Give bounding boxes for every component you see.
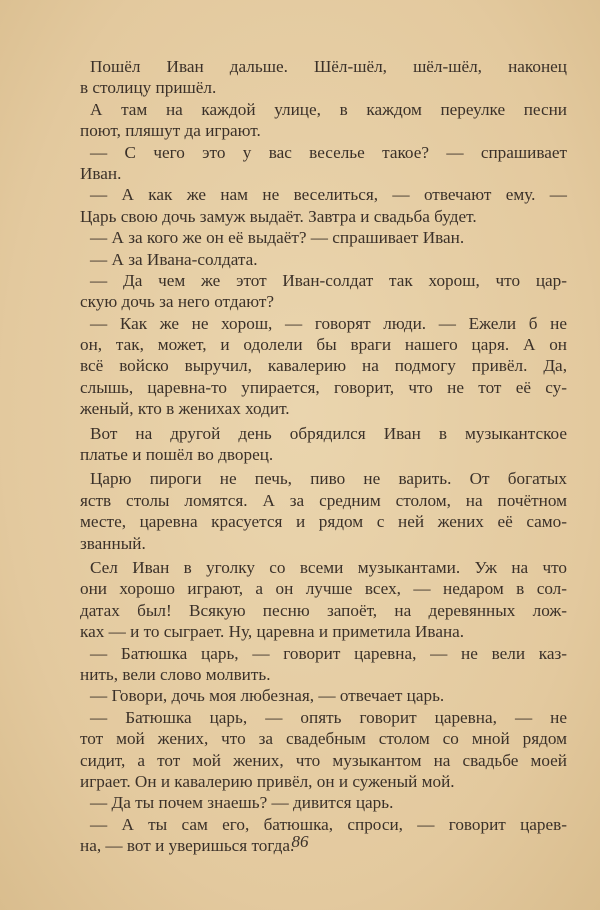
page-number: 86 <box>291 832 309 851</box>
text-line: Царь свою дочь замуж выдаёт. Завтра и свадьба будет. <box>80 206 477 226</box>
text-line: сидит, а тот мой жених, что музыкантом на свадьбе моей <box>80 750 567 770</box>
text-line: тот мой жених, что за свадебным столом со мной рядом <box>80 729 567 749</box>
text-line: женый, кто в женихах ходит. <box>80 399 290 419</box>
text-line: нить, вели слово молвить. <box>80 664 271 684</box>
text-line: Сел Иван в уголку со всеми музыкантами. Уж на что <box>90 557 567 577</box>
text-line: — Как же не хорош, — говорят люди. — Ежели б не <box>90 313 567 333</box>
text-line: — Говори, дочь моя любезная, — отвечает царь. <box>90 686 445 706</box>
text-line: — Да чем же этот Иван-солдат так хорош, что цар- <box>90 270 567 290</box>
text-line: скую дочь за него отдают? <box>80 292 274 312</box>
text-line: яств столы ломятся. А за средним столом, на почётном <box>80 490 567 510</box>
text-line: — А как же нам не веселиться, — отвечают ему. — <box>90 185 567 205</box>
text-line: слышь, царевна-то упирается, говорит, что не тот её су- <box>80 377 567 397</box>
text-line: Пошёл Иван дальше. Шёл-шёл, шёл-шёл, наконец <box>90 57 567 76</box>
text-line: всё войско выручил, кавалерию на подмогу привёл. Да, <box>80 356 567 376</box>
text-line: месте, царевна красуется и рядом с ней жених её само- <box>80 512 567 532</box>
text-line: в столицу пришёл. <box>80 78 217 98</box>
text-line: на, — вот и уверишься тогда. <box>80 836 295 856</box>
text-line: Иван. <box>80 163 122 183</box>
text-line: — А за кого же он её выдаёт? — спрашивает Иван. <box>90 228 465 248</box>
text-line: званный. <box>80 533 146 553</box>
text-line: они хорошо играют, а он лучше всех, — недаром в сол- <box>80 579 567 599</box>
text-line: — А за Ивана-солдата. <box>90 249 258 269</box>
text-line: — С чего это у вас веселье такое? — спрашивает <box>90 142 567 162</box>
text-line: — А ты сам его, батюшка, спроси, — говорит царев- <box>90 814 567 834</box>
text-line: платье и пошёл во дворец. <box>80 445 274 465</box>
text-line: Царю пироги не печь, пиво не варить. От богатых <box>90 469 567 489</box>
text-line: А там на каждой улице, в каждом переулке песни <box>90 99 567 119</box>
text-line: — Батюшка царь, — говорит царевна, — не вели каз- <box>90 643 567 663</box>
text-line: Вот на другой день обрядился Иван в музыкантское <box>90 423 567 443</box>
book-page-text <box>80 56 567 856</box>
text-line: поют, пляшут да играют. <box>80 121 261 141</box>
text-line: — Да ты почем знаешь? — дивится царь. <box>90 793 394 813</box>
text-line: он, так, может, и одолели бы враги нашего царя. А он <box>80 335 567 355</box>
text-line: — Батюшка царь, — опять говорит царевна, — не <box>90 707 567 727</box>
text-line: ках — и то сыграет. Ну, царевна и приметила Ивана. <box>80 622 465 642</box>
text-line: играет. Он и кавалерию привёл, он и суженый мой. <box>80 771 455 791</box>
text-line: датах был! Всякую песню запоёт, на деревянных лож- <box>80 600 567 620</box>
